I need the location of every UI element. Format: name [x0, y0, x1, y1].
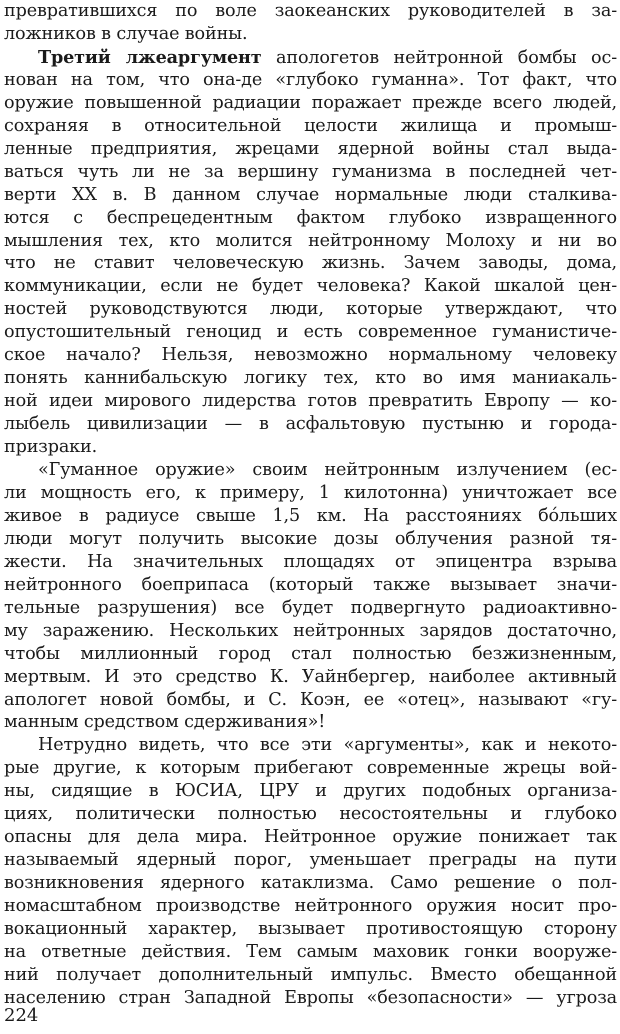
line-text: рые другие, к которым прибегают современные жрецы вой-: [4, 758, 617, 779]
line-text: населению стран Западной Европы «безопасности» — угроза: [4, 987, 617, 1008]
line-text: ной идеи мирового лидерства готов превратить Европу — ко-: [4, 391, 617, 412]
text-line: [4, 207, 617, 230]
text-line: [4, 390, 617, 413]
line-text: ленные предприятия, жрецами ядерной войны стал выда-: [4, 138, 617, 159]
text-line: [4, 689, 617, 712]
text-line: [4, 620, 617, 643]
line-text: опасны для дела мира. Нейтронное оружие понижает так: [4, 827, 617, 848]
text-line: [4, 0, 617, 23]
text-line: [4, 987, 617, 1010]
text-line: [4, 23, 617, 46]
line-text: понять каннибальскую логику тех, кто во имя маниакаль-: [4, 368, 617, 389]
line-text: что не ставит человеческую жизнь. Зачем заводы, дома,: [4, 253, 617, 274]
line-text: люди могут получить высокие дозы облучения разной тя-: [4, 528, 617, 549]
text-line: [4, 643, 617, 666]
line-text: ны, сидящие в ЮСИА, ЦРУ и других подобных организа-: [4, 781, 617, 802]
text-line: [4, 505, 617, 528]
text-line: [4, 757, 617, 780]
text-line: [4, 115, 617, 138]
line-text: номасштабном производстве нейтронного оружия носит про-: [4, 896, 617, 917]
line-text: называемый ядерный порог, уменьшает преграды на пути: [4, 850, 617, 871]
text-line: [4, 711, 617, 734]
line-text: циях, политически полностью несостоятельны и глубоко: [4, 804, 617, 825]
text-line: [4, 138, 617, 161]
line-text: «Гуманное оружие» своим нейтронным излучением (ес-: [38, 460, 617, 480]
line-text: на ответные действия. Тем самым маховик гонки вооруже-: [4, 941, 617, 962]
text-line: [4, 161, 617, 184]
text-line: [4, 298, 617, 321]
line-text: ложников в случае войны.: [4, 23, 248, 44]
text-line: [4, 459, 617, 482]
text-line: [4, 528, 617, 551]
text-line: [4, 872, 617, 895]
text-line: [4, 367, 617, 390]
line-text: нейтронного боеприпаса (который также вызывает значи-: [4, 574, 617, 595]
line-text: коммуникации, если не будет человека? Какой шкалой цен-: [4, 276, 617, 297]
line-text: тельные разрушения) все будет подвергнуто радиоактивно-: [4, 597, 617, 618]
line-text: мертвым. И это средство К. Уайнбергер, наиболее активный: [4, 666, 617, 687]
line-text: вокационный характер, вызывает противостоящую сторону: [4, 919, 617, 939]
text-line: [4, 551, 617, 574]
bold-term: Третий лжеаргумент: [38, 46, 262, 68]
text-line: [4, 918, 617, 941]
line-text: возникновения ядерного катаклизма. Само решение о пол-: [4, 873, 617, 894]
line-text: ются с беспрецедентным фактом глубоко извращенного: [4, 207, 617, 228]
line-text: лыбель цивилизации — в асфальтовую пустыню и города-: [4, 414, 617, 435]
text-line: [4, 895, 617, 918]
line-text: чтобы миллионный город стал полностью безжизненным,: [4, 643, 617, 664]
text-line: [4, 803, 617, 826]
line-text: нован на том, что она-де «глубоко гуманна». Тот факт, что: [4, 69, 617, 90]
text-line: [4, 734, 617, 757]
line-text: ностей руководствуются люди, которые утверждают, что: [4, 299, 617, 320]
line-text: сохраняя в относительной целости жилища и промыш-: [4, 115, 617, 136]
line-text: ний получает дополнительный импульс. Вместо обещанной: [4, 964, 617, 985]
text-line: [4, 964, 617, 987]
line-text: ваться чуть ли не за вершину гуманизма в последней чет-: [4, 161, 617, 182]
text-line: [4, 826, 617, 849]
line-text: призраки.: [4, 437, 98, 458]
text-line: [4, 597, 617, 620]
text-line: [4, 92, 617, 115]
text-line: [4, 482, 617, 505]
text-line: [4, 780, 617, 803]
text-line: [4, 69, 617, 92]
text-line: [4, 184, 617, 207]
line-text: ское начало? Нельзя, невозможно нормальному человеку: [4, 345, 617, 366]
line-text: манным средством сдерживания»!: [4, 712, 326, 733]
line-text: опустошительный геноцид и есть современное гуманистиче-: [4, 322, 617, 343]
text-line: [4, 344, 617, 367]
text-line: [4, 46, 617, 69]
text-line: [4, 849, 617, 872]
page-number: 224: [4, 1005, 39, 1026]
line-text: апологетов нейтронной бомбы ос-: [261, 47, 617, 68]
text-line: [4, 666, 617, 689]
text-line: [4, 574, 617, 597]
text-line: [4, 275, 617, 298]
line-text: му заражению. Нескольких нейтронных зарядов достаточно,: [4, 620, 617, 641]
text-line: [4, 436, 617, 459]
text-line: [4, 321, 617, 344]
line-text: живое в радиусе свыше 1,5 км. На расстояниях бо́льших: [4, 505, 617, 526]
text-line: [4, 941, 617, 964]
line-text: ли мощность его, к примеру, 1 килотонна) уничтожает все: [4, 482, 617, 503]
text-line: [4, 230, 617, 253]
line-text: верти XX в. В данном случае нормальные люди сталкива-: [4, 184, 617, 205]
line-text: Нетрудно видеть, что все эти «аргументы», как и некото-: [38, 735, 617, 756]
book-page: [4, 0, 617, 1034]
line-text: мышления тех, кто молится нейтронному Молоху и ни во: [4, 230, 617, 251]
line-text: превратившихся по воле заокеанских руководителей в за-: [4, 1, 617, 21]
line-text: жести. На значительных площадях от эпицентра взрыва: [4, 551, 617, 572]
line-text: апологет новой бомбы, и С. Коэн, ее «отец», называют «гу-: [4, 689, 617, 710]
line-text: оружие повышенной радиации поражает прежде всего людей,: [4, 92, 617, 113]
text-line: [4, 252, 617, 275]
text-line: [4, 413, 617, 436]
